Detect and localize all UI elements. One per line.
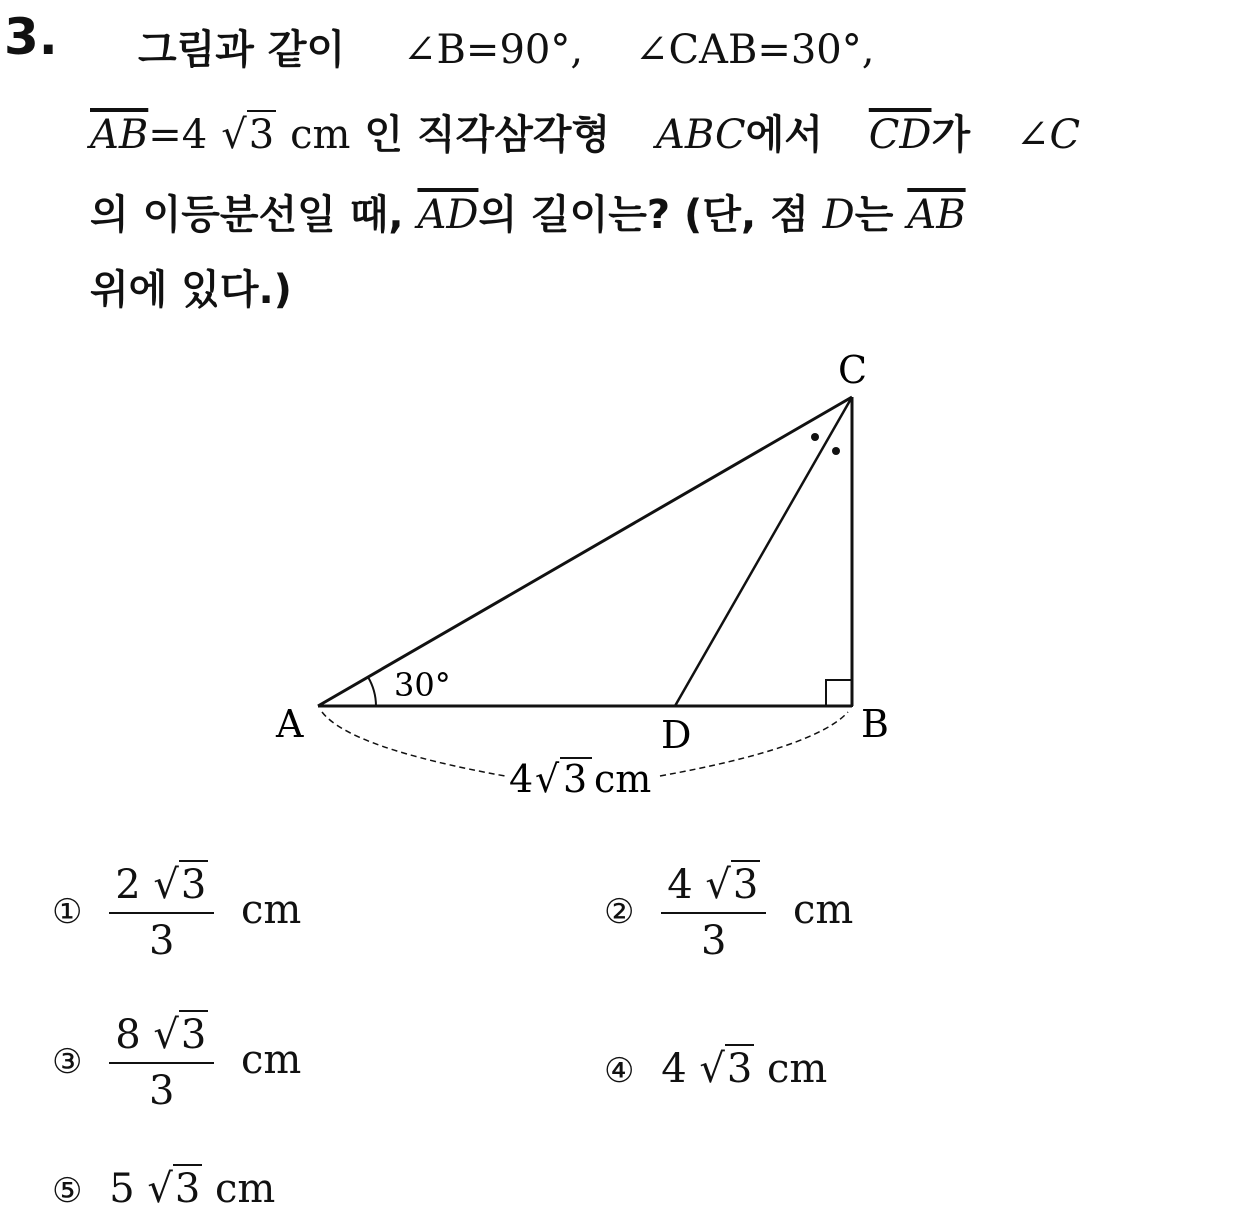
label-a: A bbox=[276, 702, 304, 746]
triangle-lines bbox=[318, 397, 852, 706]
angle-arc-a bbox=[368, 677, 376, 706]
angle-b-condition: ∠B=90°, bbox=[403, 27, 584, 73]
unit: cm bbox=[290, 112, 351, 158]
question-text: 에서 bbox=[745, 112, 823, 158]
unit: cm bbox=[215, 1166, 276, 1212]
fraction-denominator: 3 bbox=[149, 1068, 175, 1114]
sqrt-value: 3 bbox=[248, 112, 275, 158]
choice-4[interactable]: ④ 4 √3 cm bbox=[604, 1046, 828, 1092]
question-text: 의 길이는? (단, 점 bbox=[478, 192, 809, 238]
sqrt-value: 3 bbox=[174, 1166, 201, 1212]
question-text: 가 bbox=[931, 112, 971, 158]
question-text: 위에 있다.) bbox=[90, 267, 292, 313]
unit: cm bbox=[241, 887, 302, 933]
fraction-denominator: 3 bbox=[701, 918, 727, 964]
sqrt-value: 3 bbox=[180, 862, 207, 908]
coefficient: 5 bbox=[109, 1166, 135, 1212]
bisector-dot-1 bbox=[811, 433, 819, 441]
bisector-dot-2 bbox=[832, 447, 840, 455]
question-text: 는 bbox=[854, 192, 894, 238]
angle-label: 30° bbox=[394, 666, 451, 704]
choice-3[interactable] bbox=[52, 1012, 301, 1114]
side-ac bbox=[318, 397, 852, 706]
angle-cab-condition: ∠CAB=30°, bbox=[634, 27, 875, 73]
segment-ab: $\overline{AB}$ bbox=[907, 192, 966, 238]
length-arc-left bbox=[322, 712, 505, 776]
choice-number: ③ bbox=[52, 1042, 83, 1082]
sqrt-value: 3 bbox=[180, 1012, 207, 1058]
label-d: D bbox=[661, 713, 692, 757]
choice-2[interactable] bbox=[604, 862, 853, 964]
choice-number: ② bbox=[604, 892, 635, 932]
unit: cm bbox=[241, 1037, 302, 1083]
fraction bbox=[109, 1012, 214, 1114]
sqrt: √3 bbox=[221, 112, 275, 158]
equals-sign: =4 bbox=[148, 112, 208, 158]
label-c: C bbox=[838, 348, 868, 392]
length-rad: 3 bbox=[563, 757, 588, 801]
triangle-name: ABC bbox=[656, 112, 746, 158]
segment-cd: $\overline{CD}$ bbox=[868, 112, 932, 158]
question-text: 인 직각삼각형 bbox=[364, 112, 611, 158]
question-text: 의 이등분선일 때, bbox=[90, 192, 404, 238]
question-text: 그림과 같이 bbox=[138, 27, 346, 73]
fraction bbox=[661, 862, 766, 964]
choice-1[interactable] bbox=[52, 862, 301, 964]
segment-ab: $\overline{AB}$ bbox=[90, 112, 149, 158]
length-coef: 4 bbox=[509, 757, 534, 801]
segment-ad: $\overline{AD}$ bbox=[417, 192, 479, 238]
label-b: B bbox=[861, 702, 889, 746]
sqrt-value: 3 bbox=[726, 1046, 753, 1092]
choice-number: ① bbox=[52, 892, 83, 932]
length-unit: cm bbox=[594, 757, 652, 801]
right-angle-mark bbox=[826, 680, 852, 706]
coefficient: 4 bbox=[667, 862, 693, 908]
fraction-denominator: 3 bbox=[149, 918, 175, 964]
question-number: 3. bbox=[4, 8, 58, 66]
coefficient: 2 bbox=[115, 862, 141, 908]
coefficient: 8 bbox=[115, 1012, 141, 1058]
length-sqrt-sign: √ bbox=[535, 757, 560, 801]
fraction-numerator: 4 √3 bbox=[661, 862, 766, 914]
fraction-numerator: 2 √3 bbox=[109, 862, 214, 914]
choice-5[interactable]: ⑤ 5 √3 cm bbox=[52, 1166, 276, 1212]
unit: cm bbox=[793, 887, 854, 933]
fraction-numerator: 8 √3 bbox=[109, 1012, 214, 1064]
fraction bbox=[109, 862, 214, 964]
segment-cd-line bbox=[675, 397, 852, 706]
point-d: D bbox=[822, 192, 855, 238]
coefficient: 4 bbox=[661, 1046, 687, 1092]
angle-c: ∠C bbox=[1016, 112, 1081, 158]
choice-number: ④ bbox=[604, 1051, 635, 1091]
sqrt-value: 3 bbox=[732, 862, 759, 908]
choice-number: ⑤ bbox=[52, 1171, 83, 1211]
unit: cm bbox=[767, 1046, 828, 1092]
